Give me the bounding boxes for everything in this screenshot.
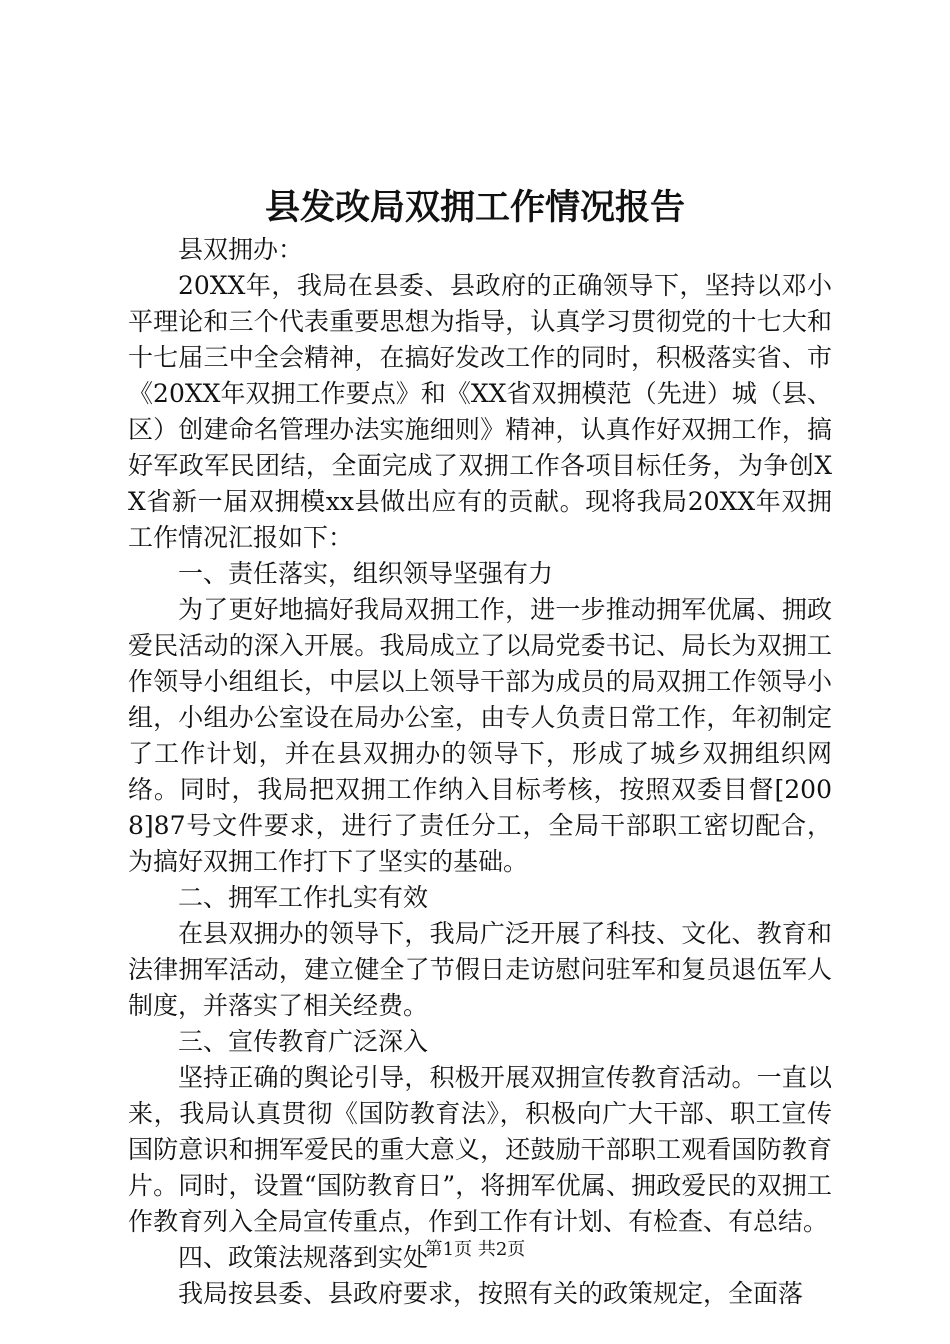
paragraph-section-4: 我局按县委、县政府要求，按照有关的政策规定，全面落 — [178, 1279, 804, 1308]
page-number-footer: 第1页 共2页 — [424, 1239, 526, 1260]
document-title: 县发改局双拥工作情况报告 — [264, 187, 685, 228]
document-body — [128, 232, 832, 1312]
paragraph-section-3: 坚持正确的舆论引导，积极开展双拥宣传教育活动。一直以来，我局认真贯彻《国防教育法》，积极向广大干部、职工宣传国防意识和拥军爱民的重大意义，还鼓励干部职工观看国防教育片。同时，设置“国防教育日”，将拥军优属、拥政爱民的双拥工作教育列入全局宣传重点，作到工作有计划、有检查、有总结。 — [128, 1063, 832, 1236]
section-heading-2: 二、拥军工作扎实有效 — [178, 883, 429, 912]
paragraph-section-1: 为了更好地搞好我局双拥工作，进一步推动拥军优属、拥政爱民活动的深入开展。我局成立了以局党委书记、局长为双拥工作领导小组组长，中层以上领导干部为成员的局双拥工作领导小组，小组办公室设在局办公室，由专人负责日常工作，年初制定了工作计划，并在县双拥办的领导下，形成了城乡双拥组织网络。同时，我局把双拥工作纳入目标考核，按照双委目督[2008]87号文件要求，进行了责任分工，全局干部职工密切配合，为搞好双拥工作打下了坚实的基础。 — [128, 595, 832, 876]
salutation: 县双拥办： — [178, 235, 304, 264]
paragraph-intro: 20XX年，我局在县委、县政府的正确领导下，坚持以邓小平理论和三个代表重要思想为指导，认真学习贯彻党的十七大和十七届三中全会精神，在搞好发改工作的同时，积极落实省、市《20XX年双拥工作要点》和《XX省双拥模范（先进）城（县、区）创建命名管理办法实施细则》精神，认真作好双拥工作，搞好军政军民团结，全面完成了双拥工作各项目标任务，为争创XX省新一届双拥模xx县做出应有的贡献。现将我局20XX年双拥工作情况汇报如下： — [128, 271, 832, 552]
section-heading-3: 三、宣传教育广泛深入 — [178, 1027, 429, 1056]
section-heading-1: 一、责任落实，组织领导坚强有力 — [178, 559, 554, 588]
paragraph-section-2: 在县双拥办的领导下，我局广泛开展了科技、文化、教育和法律拥军活动，建立健全了节假日走访慰问驻军和复员退伍军人制度，并落实了相关经费。 — [128, 919, 832, 1020]
section-heading-4: 四、政策法规落到实处 — [178, 1243, 429, 1272]
